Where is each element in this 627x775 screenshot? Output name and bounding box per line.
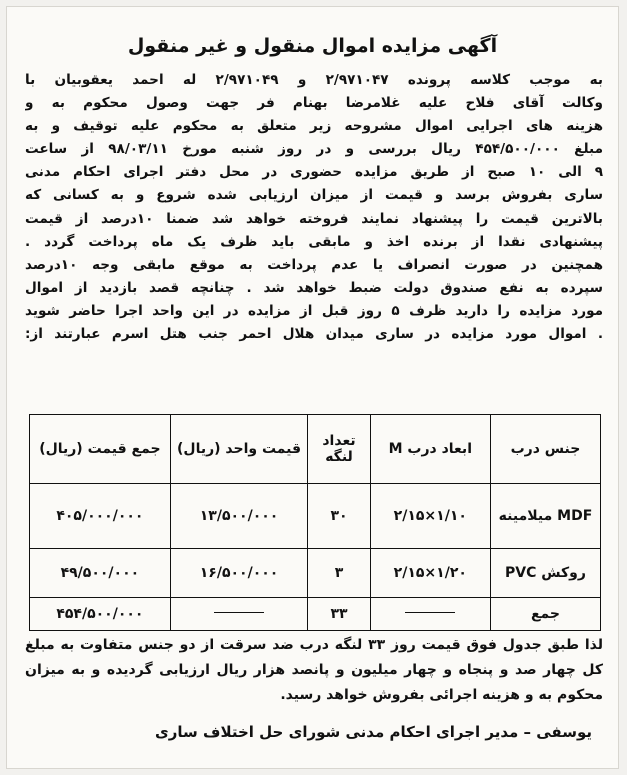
items-table xyxy=(29,414,601,631)
table-header-row xyxy=(30,415,601,484)
cell-unit-price: ۱۳/۵۰۰/۰۰۰ xyxy=(170,484,308,549)
cell-total-price: ۴۹/۵۰۰/۰۰۰ xyxy=(30,549,171,598)
body-line: مبلغ ۴۵۴/۵۰۰/۰۰۰ ریال بررسی و در روز شنبه مورخ ۹۸/۰۳/۱۱ از ساعت xyxy=(25,141,603,158)
cell-sum-count: ۳۳ xyxy=(308,598,370,631)
cell-sum-label: جمع xyxy=(490,598,600,631)
body-line: سپرده به نفع صندوق دولت ضبط خواهد شد . چنانچه قصد بازدید از اموال xyxy=(25,279,603,296)
body-line: . اموال مورد مزایده در ساری میدان هلال احمر جنب هتل اسرم عبارتند از: xyxy=(25,326,603,343)
cell-type: روکش PVC xyxy=(490,549,600,598)
body-line: همچنین در صورت انصراف یا عدم پرداخت به موقع مابقی وجه ۱۰درصد xyxy=(25,256,603,273)
body-line: ساری بفروش برسد و قیمت از میزان ارزیابی شده شروع و به کسانی که xyxy=(25,187,603,204)
cell-dims: ۱/۱۰×۲/۱۵ xyxy=(370,484,490,549)
cell-total-price: ۴۰۵/۰۰۰/۰۰۰ xyxy=(30,484,171,549)
body-line: وکالت آقای فلاح علیه غلامرضا بهنام فر جهت وصول محکوم به و xyxy=(25,95,603,112)
signature: یوسفی – مدیر اجرای احکام مدنی شورای حل اختلاف ساری xyxy=(155,723,592,741)
header-total-price: جمع قیمت (ریال) xyxy=(30,415,171,484)
cell-unit-price: ۱۶/۵۰۰/۰۰۰ xyxy=(170,549,308,598)
cell-count: ۳۰ xyxy=(308,484,370,549)
notice-page xyxy=(6,6,619,769)
notice-body xyxy=(25,69,603,346)
cell-dims: ۱/۲۰×۲/۱۵ xyxy=(370,549,490,598)
header-dims: ابعاد درب M xyxy=(370,415,490,484)
body-line: بالاترین قیمت را پیشنهاد نمایند فروخته خواهد شد ضمنا ۱۰درصد از قیمت xyxy=(25,210,603,227)
body-line: پیشنهادی نقدا از برنده اخذ و مابقی باید ظرف یک ماه پرداخت گردد . xyxy=(25,233,603,250)
footer-line: محکوم به و هزینه اجرائی بفروش خواهد رسید. xyxy=(280,687,603,703)
header-count: تعداد لنگه xyxy=(308,415,370,484)
cell-sum-total: ۴۵۴/۵۰۰/۰۰۰ xyxy=(30,598,171,631)
table-row xyxy=(30,484,601,549)
cell-type: MDF میلامینه xyxy=(490,484,600,549)
header-unit-price: قیمت واحد (ریال) xyxy=(170,415,308,484)
notice-title: آگهی مزایده اموال منقول و غیر منقول xyxy=(127,35,498,57)
footer-line: لذا طبق جدول فوق قیمت روز ۳۳ لنگه درب ضد سرقت از دو جنس متفاوت به مبلغ xyxy=(25,637,603,653)
table-row xyxy=(30,549,601,598)
footer-line: کل چهار صد و پنجاه و چهار میلیون و پانصد هزار ریال ارزیابی گردیده و به میزان xyxy=(25,662,603,678)
body-line: مورد مزایده را دارید ظرف ۵ روز قبل از مزایده در این واحد اجرا حاضر شوید xyxy=(25,302,603,319)
table-sum-row xyxy=(30,598,601,631)
body-line: هزینه های اجرایی اموال مشروحه زیر متعلق به محکوم علیه توقیف و به xyxy=(25,118,603,135)
header-type: جنس درب xyxy=(490,415,600,484)
cell-count: ۳ xyxy=(308,549,370,598)
body-line: به موجب کلاسه پرونده ۲/۹۷۱۰۴۷ و ۲/۹۷۱۰۴۹ له احمد یعقوبیان با xyxy=(25,72,603,88)
cell-empty-dash xyxy=(170,598,308,631)
body-line: ۹ الی ۱۰ صبح از طریق مزایده حضوری در محل دفتر اجرای احکام مدنی xyxy=(25,164,603,181)
cell-empty-dash xyxy=(370,598,490,631)
notice-footer xyxy=(25,633,603,708)
